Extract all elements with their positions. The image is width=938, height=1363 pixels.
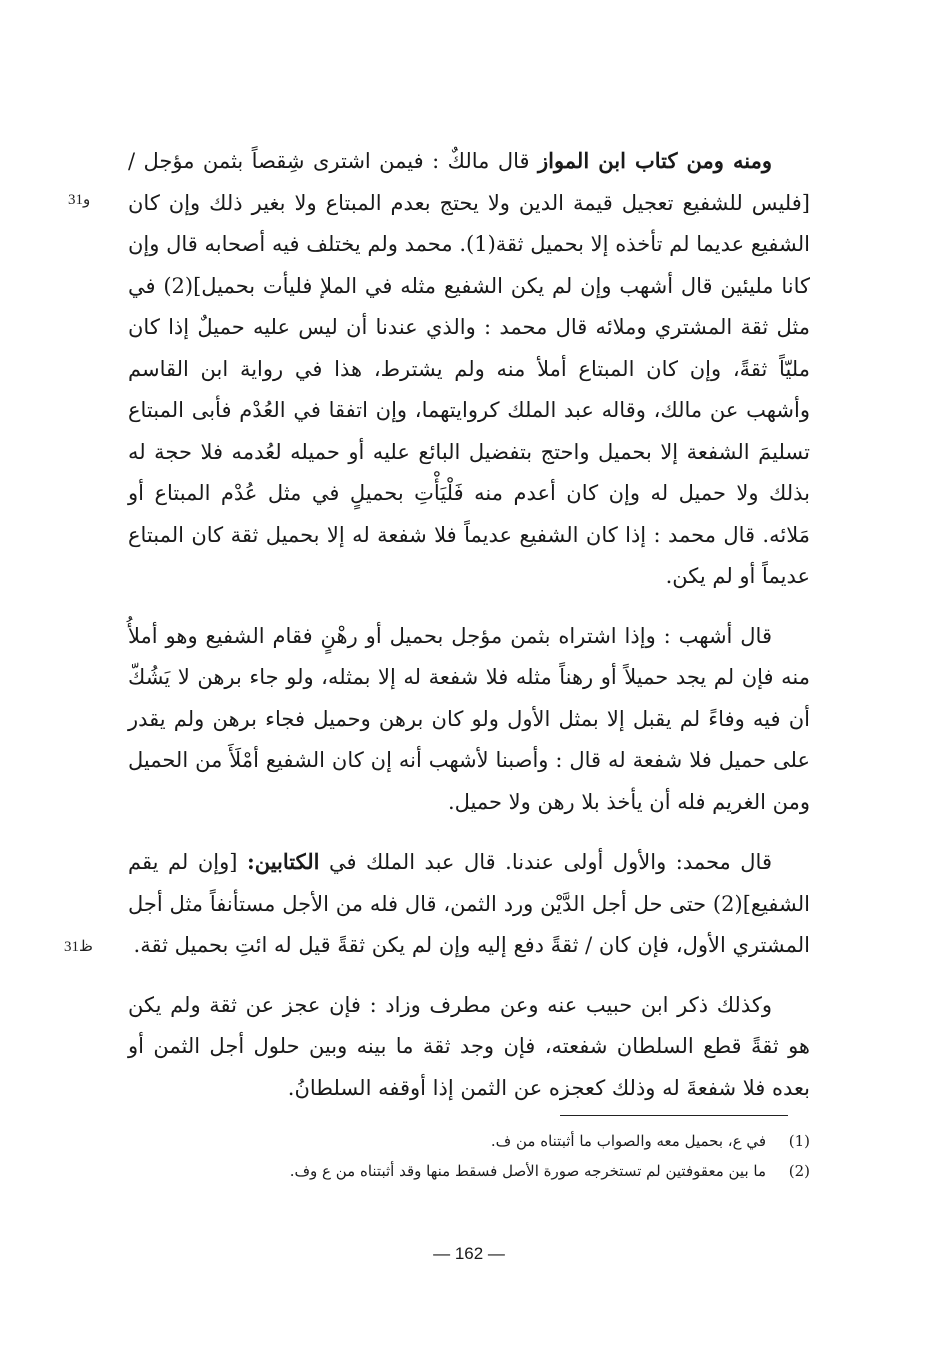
paragraph-3-text-continued: [وإن لم يقم الشفيع](2) حتى حل أجل الدَّيْن ورد الثمن، قال فله من الأجل مستأنفاً مثل أجل المشتري الأول، فإن كان / ثقةً دفع إليه وإن لم يكن ثقةً قيل له ائتِ بحميل ثقة. (128, 850, 810, 957)
paragraph-2 (128, 616, 810, 824)
margin-marker-folio-31-verso: 31ظ (64, 939, 93, 955)
paragraph-3-text: قال محمد: والأول أولى عندنا. قال عبد الملك في (319, 850, 772, 874)
footnotes (180, 1126, 810, 1186)
paragraph-2-text: قال أشهب : وإذا اشتراه بثمن مؤجل بحميل أو رهْنٍ فقام الشفيع وهو أملأُ منه فإن لم يجد حميلاً أو رهناً مثله فلا شفعة له إلا بمثله، ولو جاء برهن لا يَشُكّ أن فيه وفاءً لم يقبل إلا بمثل الأول ولو كان برهن وحميل فجاء برهن ولم يقدر على حميل فلا شفعة له قال : وأصبنا لأشهب أنه إن كان الشفيع أمْلَأَ من الحميل ومن الغريم فله أن يأخذ بلا رهن ولا حميل. (128, 623, 810, 814)
footnote-divider (560, 1115, 788, 1116)
footnote-2-number: (2) (788, 1162, 810, 1180)
footnote-1 (180, 1126, 810, 1156)
main-text (128, 140, 810, 1127)
footnote-2-text: ما بين معقوفتين لم تستخرجه صورة الأصل فسقط منها وقد أثبتناه من ع وف. (289, 1162, 766, 1180)
paragraph-1 (128, 140, 810, 598)
paragraph-4 (128, 985, 810, 1110)
paragraph-3-bold: الكتابين: (246, 849, 320, 874)
margin-marker-folio-31-recto: 31و (68, 192, 91, 208)
footnote-1-text: في ع، بحميل معه والصواب ما أثبتناه من ف. (490, 1132, 766, 1150)
footnote-1-number: (1) (788, 1132, 810, 1150)
paragraph-1-lead: ومنه ومن كتاب ابن المواز (537, 148, 772, 173)
page-number: — 162 — (433, 1244, 505, 1263)
paragraph-1-text: قال مالكٌ : فيمن اشترى شِقصاً بثمن مؤجل / [فليس للشفيع تعجيل قيمة الدين ولا يحتج بعدم المبتاع ولا بغير ذلك وإن كان الشفيع عديما لم تأخذه إلا بحميل ثقة(1). محمد ولم يختلف فيه أصحابه قال وإن كانا مليئين قال أشهب وإن لم يكن الشفيع مثله في الملإ فليأت بحميل](2) في مثل ثقة المشتري وملائه قال محمد : والذي عندنا أن ليس عليه حميلٌ إذا كان مليّاً ثقةً، وإن كان المبتاع أملأ منه ولم يشترط، هذا في رواية ابن القاسم وأشهب عن مالك، وقاله عبد الملك كروايتهما، وإن اتفقا في العُدْم فأبى المبتاع تسليمَ الشفعة إلا بحميل واحتج بتفضيل البائع عليه أو حميله لعُدمه فلا حجة له بذلك ولا حميل له وإن كان أعدم منه فَلْيَأْتِ بحميلٍ في مثل عُدْم المبتاع أو مَلائه. قال محمد : إذا كان الشفيع عديماً فلا شفعة له إلا بحميل ثقة كان المبتاع عديماً أو لم يكن. (128, 149, 810, 588)
footnote-2 (180, 1156, 810, 1186)
paragraph-4-text: وكذلك ذكر ابن حبيب عنه وعن مطرف وزاد : فإن عجز عن ثقة ولم يكن هو ثقةً قطع السلطان شفعته، فإن وجد ثقة ما بينه وبين حلول أجل الثمن أو بعده فلا شفعةَ له وذلك كعجزه عن الثمن إذا أوقفه السلطانُ. (128, 992, 810, 1100)
paragraph-3 (128, 841, 810, 967)
